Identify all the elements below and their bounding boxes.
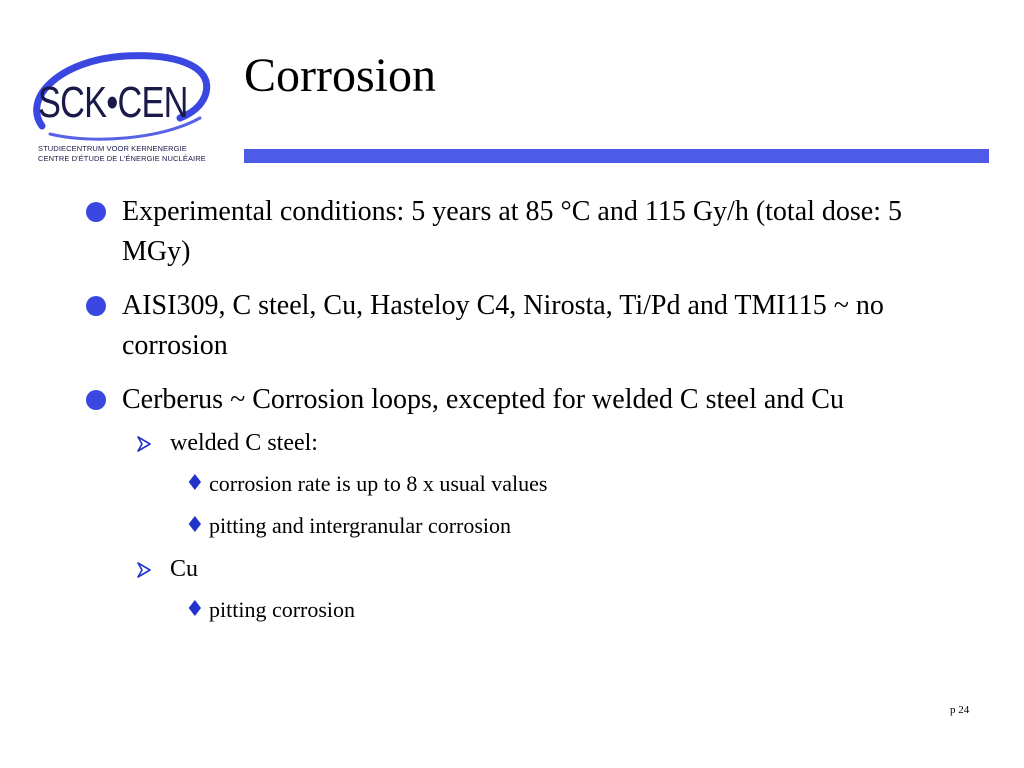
arrowhead-bullet-icon	[136, 436, 152, 452]
sub-bullet-item	[86, 554, 966, 584]
round-bullet-icon	[86, 202, 106, 222]
slide-title: Corrosion	[244, 49, 436, 102]
sub-sub-bullet-text: pitting corrosion	[209, 597, 356, 622]
round-bullet-icon	[86, 390, 106, 410]
bullet-text: Experimental conditions: 5 years at 85 °C and 115 Gy/h (total dose: 5 MGy)	[122, 196, 903, 267]
sck-cen-logo	[30, 48, 220, 168]
sub-sub-bullet-text: pitting and intergranular corrosion	[209, 513, 512, 538]
diamond-bullet-icon: ♦	[185, 471, 205, 496]
sub-sub-bullet-item	[86, 512, 966, 540]
logo-subtitle-french: CENTRE D'ÉTUDE DE L'ÉNERGIE NUCLÉAIRE	[38, 154, 206, 163]
slide-content	[86, 192, 966, 638]
sub-sub-bullet-item	[86, 470, 966, 498]
sub-bullet-text: welded C steel:	[170, 430, 318, 456]
bullet-text: AISI309, C steel, Cu, Hasteloy C4, Nirosta, Ti/Pd and TMI115 ~ no corrosion	[122, 290, 884, 361]
bullet-item	[86, 286, 966, 366]
title-accent-bar	[244, 149, 989, 163]
logo-wordmark: SCK•CEN	[38, 78, 188, 127]
sub-bullet-item	[86, 428, 966, 458]
sub-sub-bullet-item	[86, 596, 966, 624]
page-number: p 24	[950, 704, 970, 716]
bullet-text: Cerberus ~ Corrosion loops, excepted for welded C steel and Cu	[122, 384, 844, 415]
diamond-bullet-icon: ♦	[185, 513, 205, 538]
logo-subtitle-dutch: STUDIECENTRUM VOOR KERNENERGIE	[38, 144, 187, 153]
sub-sub-bullet-text: corrosion rate is up to 8 x usual values	[209, 471, 548, 496]
arrowhead-bullet-icon	[136, 562, 152, 578]
diamond-bullet-icon: ♦	[185, 597, 205, 622]
bullet-item	[86, 380, 966, 420]
bullet-item	[86, 192, 966, 272]
sub-bullet-text: Cu	[170, 556, 199, 582]
round-bullet-icon	[86, 296, 106, 316]
